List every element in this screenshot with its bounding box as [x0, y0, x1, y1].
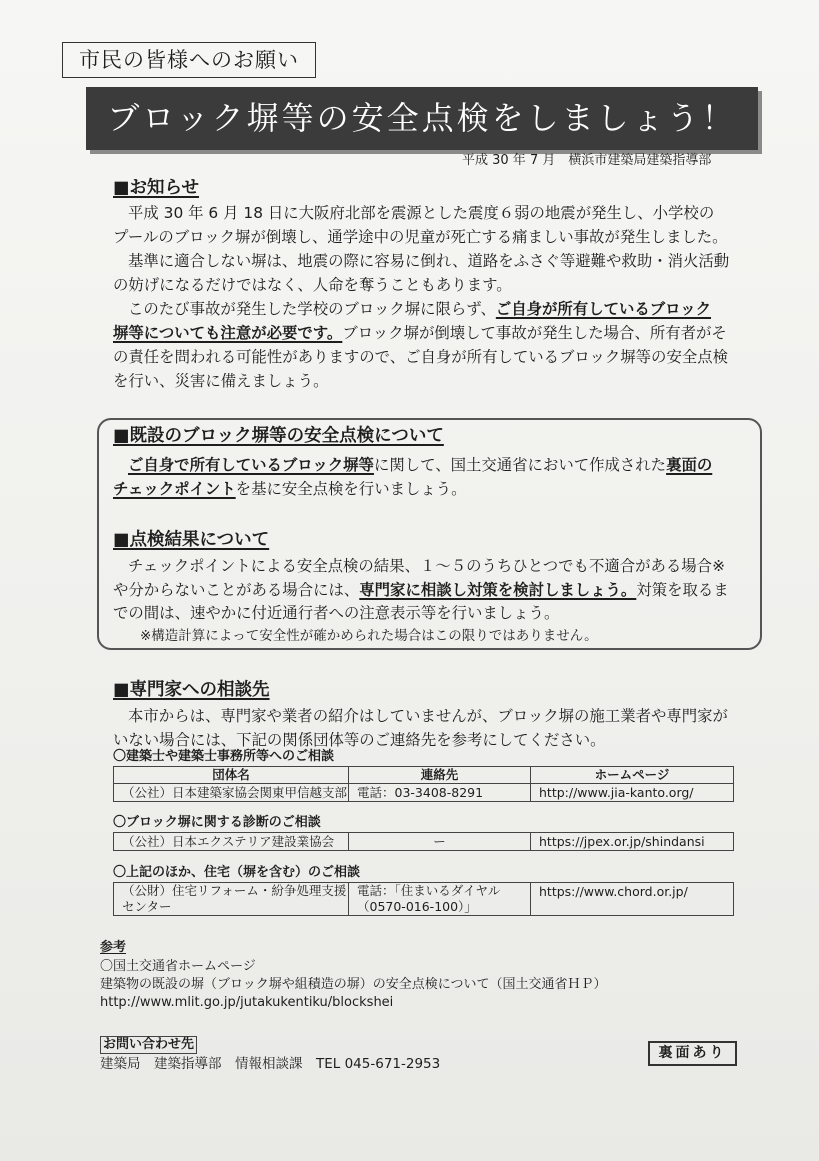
- text-segment: の責任を問われる可能性がありますので、ご自身が所有しているブロック塀等の安全点検: [113, 348, 729, 366]
- notice-body: [113, 201, 763, 393]
- text-line: [113, 321, 763, 345]
- text-line: [113, 602, 753, 626]
- date-and-issuer: 平成 30 年 7 月 横浜市建築局建築指導部: [462, 153, 712, 168]
- homepage-cell: [531, 833, 734, 851]
- emphasized-text: 塀等についても注意が必要です。: [113, 324, 343, 342]
- text-line: [113, 201, 763, 225]
- housing-contact-table: [113, 882, 734, 916]
- text-line: [113, 704, 763, 728]
- text-line: [113, 579, 753, 603]
- text-segment: での間は、速やかに付近通行者への注意表示等を行いましょう。: [113, 604, 560, 622]
- text-segment: このたび事故が発生した学校のブロック塀に限らず、: [128, 300, 496, 318]
- inquiry-contact: 建築局 建築指導部 情報相談課 TEL 045-671-2953: [100, 1056, 441, 1072]
- text-segment: いない場合には、下記の関係団体等のご連絡先を参考にしてください。: [113, 731, 606, 749]
- reference-url: http://www.mlit.go.jp/jutakukentiku/blockshei: [100, 995, 394, 1010]
- org-name-line: センター: [122, 899, 172, 914]
- text-line: [113, 225, 763, 249]
- text-line: [113, 477, 753, 501]
- homepage-url: https://www.chord.or.jp/: [539, 884, 688, 899]
- text-segment: 基準に適合しない塀は、地震の際に容易に倒れ、道路をふさぐ等避難や救助・消火活動: [128, 252, 730, 270]
- consult-heading: ■専門家への相談先: [113, 680, 270, 700]
- consult-body: [113, 704, 763, 752]
- emphasized-text: チェックポイント: [113, 480, 236, 498]
- inspection-box: [97, 418, 762, 650]
- text-line: [113, 453, 753, 477]
- table-row: [114, 784, 734, 802]
- text-line: [113, 345, 763, 369]
- text-segment: 平成 30 年 6 月 18 日に大阪府北部を震源とした震度６弱の地震が発生し、小学校の: [128, 204, 715, 222]
- homepage-url: https://jpex.or.jp/shindansi: [539, 833, 705, 849]
- org-name-cell: [114, 883, 349, 916]
- contact-dash: ー: [433, 833, 446, 849]
- contact-cell: [349, 784, 531, 802]
- column-header-org-name: 団体名: [114, 767, 349, 784]
- contact-line: （0570-016-100）」: [357, 899, 477, 914]
- org-name-line: （公財）住宅リフォーム・紛争処理支援: [122, 883, 347, 898]
- result-heading: ■点検結果について: [113, 530, 270, 550]
- emphasized-text: 裏面の: [666, 456, 713, 474]
- table-row: [114, 883, 734, 916]
- column-header-homepage: ホームページ: [531, 767, 734, 784]
- reference-line: 建築物の既設の塀（ブロック塀や組積造の塀）の安全点検について（国土交通省ＨＰ）: [100, 977, 607, 992]
- text-line: [113, 297, 763, 321]
- emphasized-text: 専門家に相談し対策を検討しましょう。: [359, 580, 637, 599]
- text-line: [113, 249, 763, 273]
- text-segment: や分からないことがある場合には、: [113, 580, 360, 599]
- inspection-body: [113, 453, 753, 501]
- text-segment: の妨げになるだけではなく、人命を奪うこともあります。: [113, 276, 512, 294]
- org-name-cell: [114, 784, 349, 802]
- homepage-cell: [531, 883, 734, 916]
- inspection-heading: ■既設のブロック塀等の安全点検について: [113, 426, 444, 446]
- reference-line: 〇国土交通省ホームページ: [100, 959, 256, 974]
- text-segment: 本市からは、専門家や業者の紹介はしていませんが、ブロック塀の施工業者や専門家が: [128, 707, 728, 725]
- text-segment: を行い、災害に備えましょう。: [113, 372, 329, 390]
- text-line: [113, 555, 753, 579]
- emphasized-text: ご自身が所有しているブロック: [495, 300, 712, 318]
- phone-number: 電話：03-3408-8291: [357, 784, 484, 800]
- column-header-contact: 連絡先: [349, 767, 531, 784]
- text-segment: 対策を取るま: [636, 580, 729, 599]
- group-label-housing: 〇上記のほか、住宅（塀を含む）のご相談: [113, 865, 361, 880]
- reference-lines: [100, 958, 606, 1012]
- text-segment: プールのブロック塀が倒壊し、通学途中の児童が死亡する痛ましい事故が発生しました。: [113, 228, 728, 246]
- org-name: （公社）日本エクステリア建設業協会: [122, 833, 335, 849]
- notice-heading: ■お知らせ: [113, 178, 200, 198]
- page-title: ブロック塀等の安全点検をしましょう！: [86, 87, 758, 150]
- group-label-diagnosis: 〇ブロック塀に関する診断のご相談: [113, 815, 321, 830]
- org-name: （公社）日本建築家協会関東甲信越支部: [122, 784, 348, 800]
- text-segment: を基に安全点検を行いましょう。: [235, 480, 467, 498]
- group-label-architect: 〇建築士や建築士事務所等へのご相談: [113, 749, 335, 764]
- text-segment: に関して、国土交通省において作成された: [373, 456, 667, 474]
- contact-line: 電話：「住まいるダイヤル: [357, 883, 501, 898]
- text-segment: ブロック塀が倒壊して事故が発生した場合、所有者がそ: [342, 324, 727, 342]
- text-segment: チェックポイントによる安全点検の結果、１～５のうちひとつでも不適合がある場合※: [128, 557, 725, 575]
- diagnosis-contact-table: [113, 832, 734, 851]
- text-line: [113, 369, 763, 393]
- contact-cell: [349, 883, 531, 916]
- contact-cell: [349, 833, 531, 851]
- result-body: [113, 555, 753, 626]
- org-name-cell: [114, 833, 349, 851]
- reference-heading: 参考: [100, 940, 127, 955]
- architect-contact-table: [113, 766, 734, 802]
- homepage-cell: [531, 784, 734, 802]
- inquiry-heading: お問い合わせ先: [100, 1036, 197, 1054]
- request-label: 市民の皆様へのお願い: [62, 42, 316, 78]
- homepage-url: http://www.jia-kanto.org/: [539, 784, 694, 800]
- back-side-label: 裏面あり: [648, 1041, 737, 1066]
- table-header-row: [114, 767, 734, 784]
- result-note: ※構造計算によって安全性が確かめられた場合はこの限りではありません。: [140, 628, 598, 644]
- text-line: [113, 273, 763, 297]
- table-row: [114, 833, 734, 851]
- emphasized-text: ご自身で所有しているブロック塀等: [128, 456, 374, 474]
